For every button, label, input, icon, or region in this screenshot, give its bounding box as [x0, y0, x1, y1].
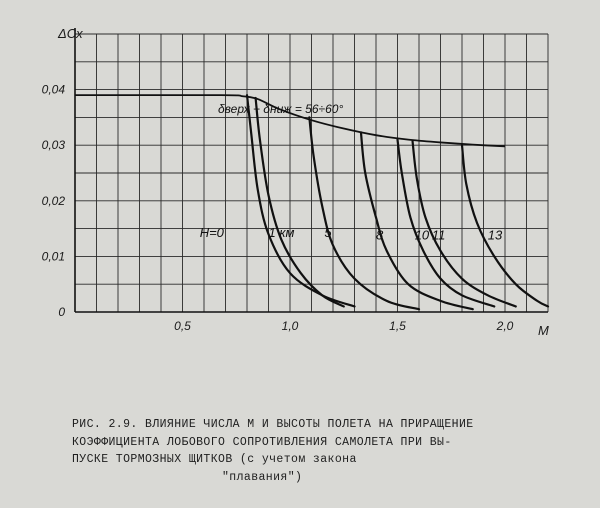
- y-tick-label: 0,03: [41, 138, 65, 153]
- y-tick-label: 0,01: [41, 249, 65, 264]
- caption-line: РИС. 2.9. ВЛИЯНИЕ ЧИСЛА М И ВЫСОТЫ ПОЛЕТА НА ПРИРАЩЕНИЕ: [72, 418, 474, 431]
- series-line: [398, 140, 495, 307]
- x-axis-label: M: [538, 323, 549, 338]
- x-tick-label: 1,0: [281, 319, 299, 333]
- curve-label: 13: [487, 227, 503, 243]
- curve-labels: [200, 225, 503, 243]
- caption-line: КОЭФФИЦИЕНТА ЛОБОВОГО СОПРОТИВЛЕНИЯ САМОЛЕТА ПРИ ВЫ-: [72, 435, 452, 449]
- caption-line: ПУСКЕ ТОРМОЗНЫХ ЩИТКОВ (с учетом закона: [72, 453, 357, 466]
- curve-label: 10: [414, 227, 430, 243]
- x-tick-label: 1,5: [389, 319, 406, 333]
- caption-line: "плавания"): [222, 470, 303, 484]
- y-tick-label: 0,02: [41, 193, 65, 208]
- y-tick-label: 0,04: [41, 82, 65, 97]
- x-tick-label: 2,0: [496, 319, 514, 333]
- tick-labels: [42, 83, 514, 333]
- curve-label: H=0: [199, 224, 224, 240]
- curve-label: 8: [376, 227, 384, 243]
- curve-label: 11: [431, 227, 446, 243]
- curve-label: 5: [324, 224, 332, 240]
- x-tick-label: 0,5: [174, 319, 191, 333]
- figure-caption: [72, 416, 552, 486]
- y-tick-label: 0: [58, 305, 65, 319]
- grid: [75, 34, 548, 312]
- envelope-annotation: δверх + δниж = 56÷60°: [218, 102, 344, 116]
- y-axis-label: ΔCx: [58, 26, 83, 41]
- series-line: [309, 117, 419, 309]
- series-line: [361, 132, 473, 309]
- curve-label: 1 км: [268, 224, 295, 240]
